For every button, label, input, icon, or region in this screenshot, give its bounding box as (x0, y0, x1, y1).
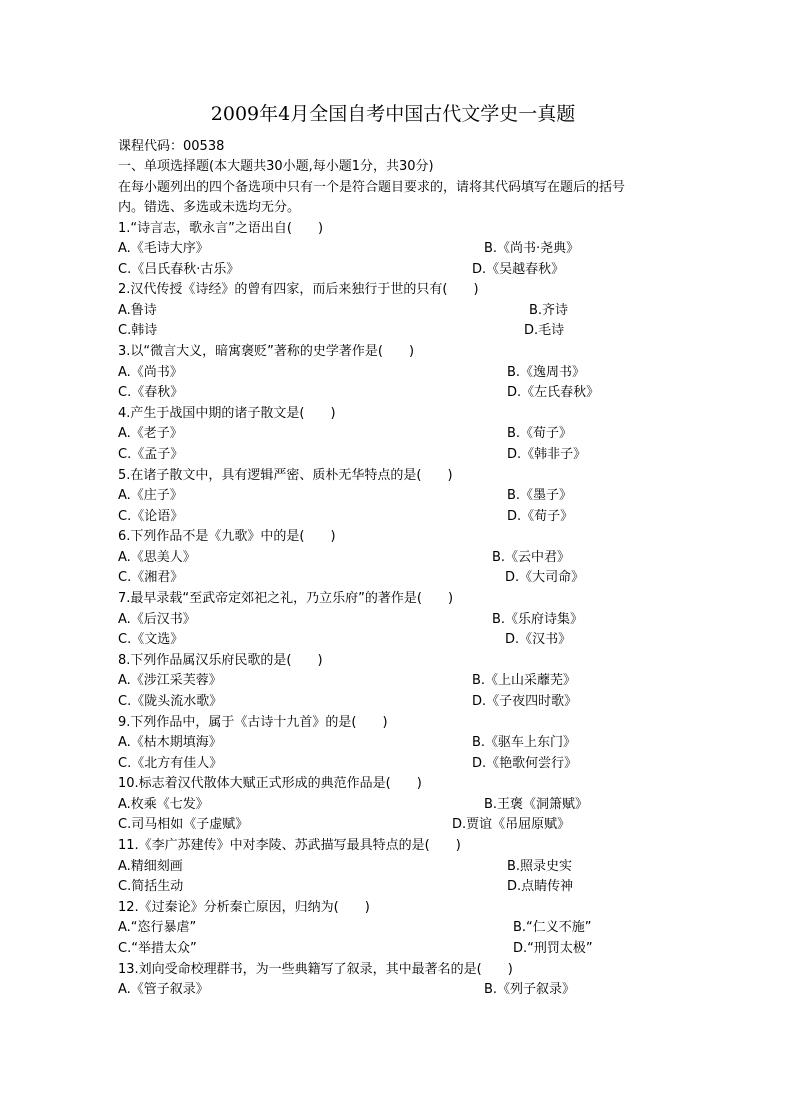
option-b: B.《列子叙录》 (484, 982, 576, 997)
question-stem: 7.最早录载“至武帝定郊祀之礼，乃立乐府”的著作是( ) (118, 591, 454, 606)
option-c: C.《吕氏春秋·古乐》 (118, 262, 240, 277)
question-stem: 10.标志着汉代散体大赋正式形成的典范作品是( ) (118, 776, 422, 791)
option-d: D.点睛传神 (507, 879, 574, 894)
question-stem: 6.下列作品不是《九歌》中的是( ) (118, 529, 336, 544)
option-b: B.《逸周书》 (507, 365, 586, 380)
option-b: B.《驱车上东门》 (472, 735, 577, 750)
option-d: D.《子夜四时歌》 (472, 694, 578, 709)
option-d: D.《吴越春秋》 (472, 262, 565, 277)
instructions-line-2: 内。错选、多选或未选均无分。 (118, 200, 301, 215)
question-stem: 9.下列作品中，属于《古诗十九首》的是( ) (118, 715, 388, 730)
option-b: B.《尚书·尧典》 (484, 241, 580, 256)
question-stem: 11.《李广苏建传》中对李陵、苏武描写最具特点的是( ) (118, 838, 461, 853)
option-d: D.《韩非子》 (507, 447, 587, 462)
option-c: C.“举措太众” (118, 941, 197, 956)
option-a: A.枚乘《七发》 (118, 797, 209, 812)
option-c: C.《陇头流水歌》 (118, 694, 223, 709)
option-a: A.精细刻画 (118, 859, 183, 874)
option-c: C.《文选》 (118, 632, 184, 647)
section-heading: 一、单项选择题(本大题共30小题,每小题1分，共30分) (118, 159, 434, 174)
option-c: C.《论语》 (118, 509, 184, 524)
option-c: C.司马相如《子虚赋》 (118, 817, 249, 832)
option-a: A.鲁诗 (118, 303, 157, 318)
question-stem: 2.汉代传授《诗经》的曾有四家，而后来独行于世的只有( ) (118, 282, 479, 297)
option-b: B.《上山采蘼芜》 (472, 673, 577, 688)
option-a: A.《毛诗大序》 (118, 241, 209, 256)
question-stem: 13.刘向受命校理群书，为一些典籍写了叙录，其中最著名的是( ) (118, 962, 513, 977)
option-d: D.《荀子》 (507, 509, 574, 524)
option-d: D.《大司命》 (505, 570, 585, 585)
option-a: A.《老子》 (118, 426, 183, 441)
option-c: C.《孟子》 (118, 447, 184, 462)
option-c: C.韩诗 (118, 323, 158, 338)
option-c: C.《春秋》 (118, 385, 184, 400)
option-d: D.“刑罚太极” (513, 941, 593, 956)
option-b: B.照录史实 (507, 859, 573, 874)
course-code: 课程代码：00538 (118, 139, 225, 154)
option-b: B.《云中君》 (492, 550, 571, 565)
question-stem: 1.“诗言志，歌永言”之语出自( ) (118, 221, 324, 236)
option-a: A.《尚书》 (118, 365, 183, 380)
option-b: B.齐诗 (529, 303, 569, 318)
option-b: B.“仁义不施” (513, 920, 592, 935)
option-a: A.《涉江采芙蓉》 (118, 673, 222, 688)
option-c: C.简括生动 (118, 879, 184, 894)
option-d: D.《左氏春秋》 (507, 385, 600, 400)
option-d: D.《艳歌何尝行》 (472, 756, 578, 771)
option-d: D.毛诗 (524, 323, 565, 338)
option-a: A.《庄子》 (118, 488, 183, 503)
option-c: C.《北方有佳人》 (118, 756, 223, 771)
question-stem: 5.在诸子散文中，具有逻辑严密、质朴无华特点的是( ) (118, 468, 453, 483)
option-a: A.《思美人》 (118, 550, 196, 565)
option-a: A.《管子叙录》 (118, 982, 209, 997)
question-stem: 8.下列作品属汉乐府民歌的是( ) (118, 653, 323, 668)
option-a: A.“恣行暴虐” (118, 920, 197, 935)
option-b: B.《墨子》 (507, 488, 573, 503)
option-b: B.《乐府诗集》 (492, 612, 584, 627)
page-title: 2009年4月全国自考中国古代文学史一真题 (210, 103, 576, 125)
option-a: A.《后汉书》 (118, 612, 196, 627)
option-d: D.贾谊《吊屈原赋》 (452, 817, 571, 832)
option-d: D.《汉书》 (505, 632, 572, 647)
instructions-line-1: 在每小题列出的四个备选项中只有一个是符合题目要求的，请将其代码填写在题后的括号 (118, 180, 626, 195)
option-a: A.《枯木期填海》 (118, 735, 222, 750)
option-b: B.《荀子》 (507, 426, 573, 441)
option-b: B.王褒《洞箫赋》 (484, 797, 589, 812)
question-stem: 4.产生于战国中期的诸子散文是( ) (118, 406, 336, 421)
question-stem: 12.《过秦论》分析秦亡原因，归纳为( ) (118, 900, 370, 915)
option-c: C.《湘君》 (118, 570, 184, 585)
question-stem: 3.以“微言大义，暗寓褒贬”著称的史学著作是( ) (118, 344, 415, 359)
